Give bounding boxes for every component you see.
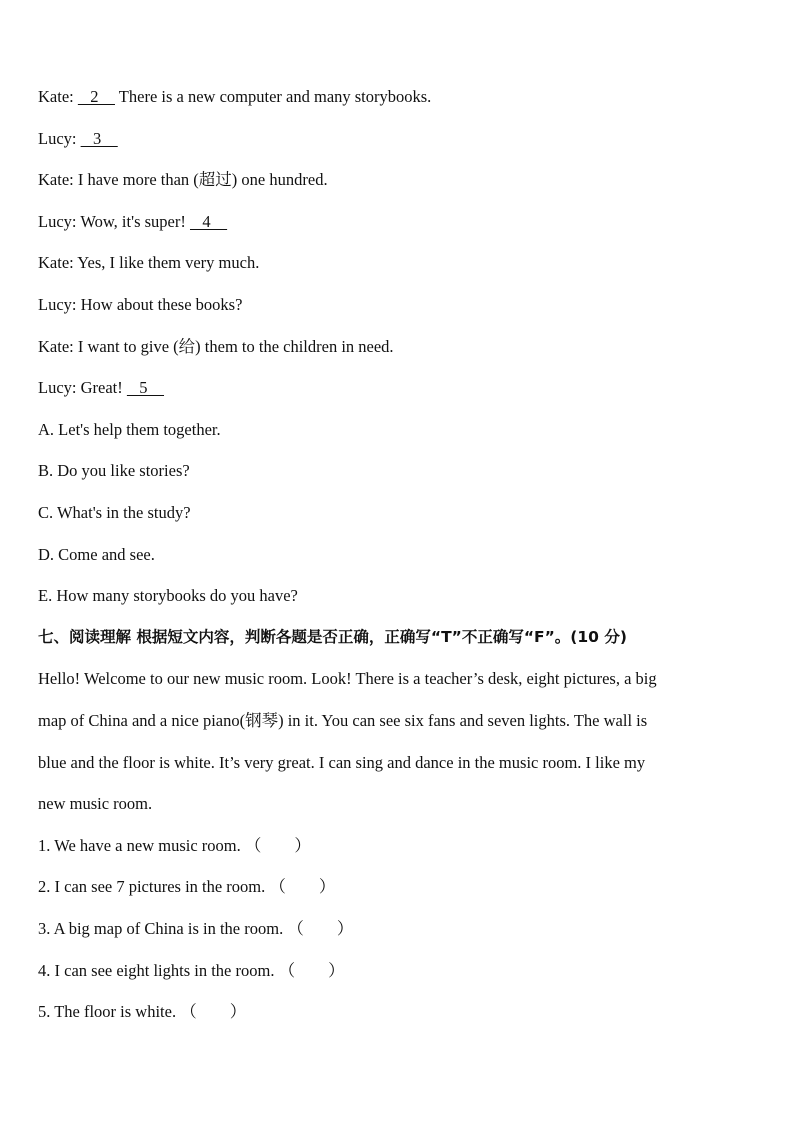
answer-blank: 3 (80, 129, 118, 148)
answer-parentheses[interactable]: （ ） (278, 961, 345, 980)
dialogue-text: How about these books? (80, 295, 243, 314)
dialogue-line (38, 377, 164, 399)
dialogue-line (38, 294, 242, 316)
speaker-label: Kate: (38, 337, 74, 356)
passage-line: Hello! Welcome to our new music room. Look! There is a teacher’s desk, eight pictures, a big (38, 669, 657, 688)
speaker-label: Lucy: (38, 212, 77, 231)
question-item (38, 960, 345, 982)
dialogue-text: Great! (80, 378, 127, 397)
question-item (38, 1001, 247, 1023)
dialogue-line (38, 336, 394, 358)
answer-parentheses[interactable]: （ ） (287, 919, 354, 938)
question-item (38, 835, 311, 857)
speaker-label: Lucy: (38, 378, 77, 397)
speaker-label: Kate: (38, 170, 74, 189)
dialogue-line (38, 252, 259, 274)
answer-blank: 4 (189, 212, 228, 231)
question-text: 4. I can see eight lights in the room. (38, 961, 275, 980)
option-item: E. How many storybooks do you have? (38, 586, 298, 605)
option-item: A. Let's help them together. (38, 420, 221, 439)
question-text: 1. We have a new music room. (38, 836, 241, 855)
dialogue-text: Wow, it's super! (80, 212, 190, 231)
answer-parentheses[interactable]: （ ） (244, 836, 311, 855)
dialogue-text: I want to give (给) them to the children in need. (77, 337, 394, 356)
question-text: 2. I can see 7 pictures in the room. (38, 877, 266, 896)
option-item: B. Do you like stories? (38, 461, 190, 480)
dialogue-line (38, 128, 118, 150)
answer-blank: 2 (77, 87, 115, 106)
passage-line: blue and the floor is white. It’s very great. I can sing and dance in the music room. I like my (38, 753, 646, 772)
speaker-label: Kate: (38, 87, 74, 106)
speaker-label: Kate: (38, 253, 74, 272)
question-item (38, 876, 336, 898)
dialogue-line (38, 169, 328, 191)
answer-parentheses[interactable]: （ ） (180, 1002, 247, 1021)
passage-line: map of China and a nice piano(钢琴) in it. You can see six fans and seven lights. The wall is (38, 711, 648, 730)
option-item: C. What's in the study? (38, 503, 191, 522)
option-item: D. Come and see. (38, 545, 155, 564)
passage-line: new music room. (38, 794, 153, 813)
answer-blank: 5 (126, 378, 165, 397)
section-heading: 七、阅读理解 根据短文内容，判断各题是否正确，正确写“T”不正确写“F”。(10 分) (38, 628, 627, 646)
speaker-label: Lucy: (38, 129, 77, 148)
question-text: 3. A big map of China is in the room. (38, 919, 284, 938)
dialogue-text: I have more than (超过) one hundred. (77, 170, 328, 189)
question-text: 5. The floor is white. (38, 1002, 177, 1021)
dialogue-text: There is a new computer and many storybooks. (114, 87, 432, 106)
answer-parentheses[interactable]: （ ） (269, 877, 336, 896)
dialogue-text: Yes, I like them very much. (77, 253, 260, 272)
speaker-label: Lucy: (38, 295, 77, 314)
dialogue-line (38, 211, 227, 233)
question-item (38, 918, 354, 940)
dialogue-line (38, 86, 431, 108)
